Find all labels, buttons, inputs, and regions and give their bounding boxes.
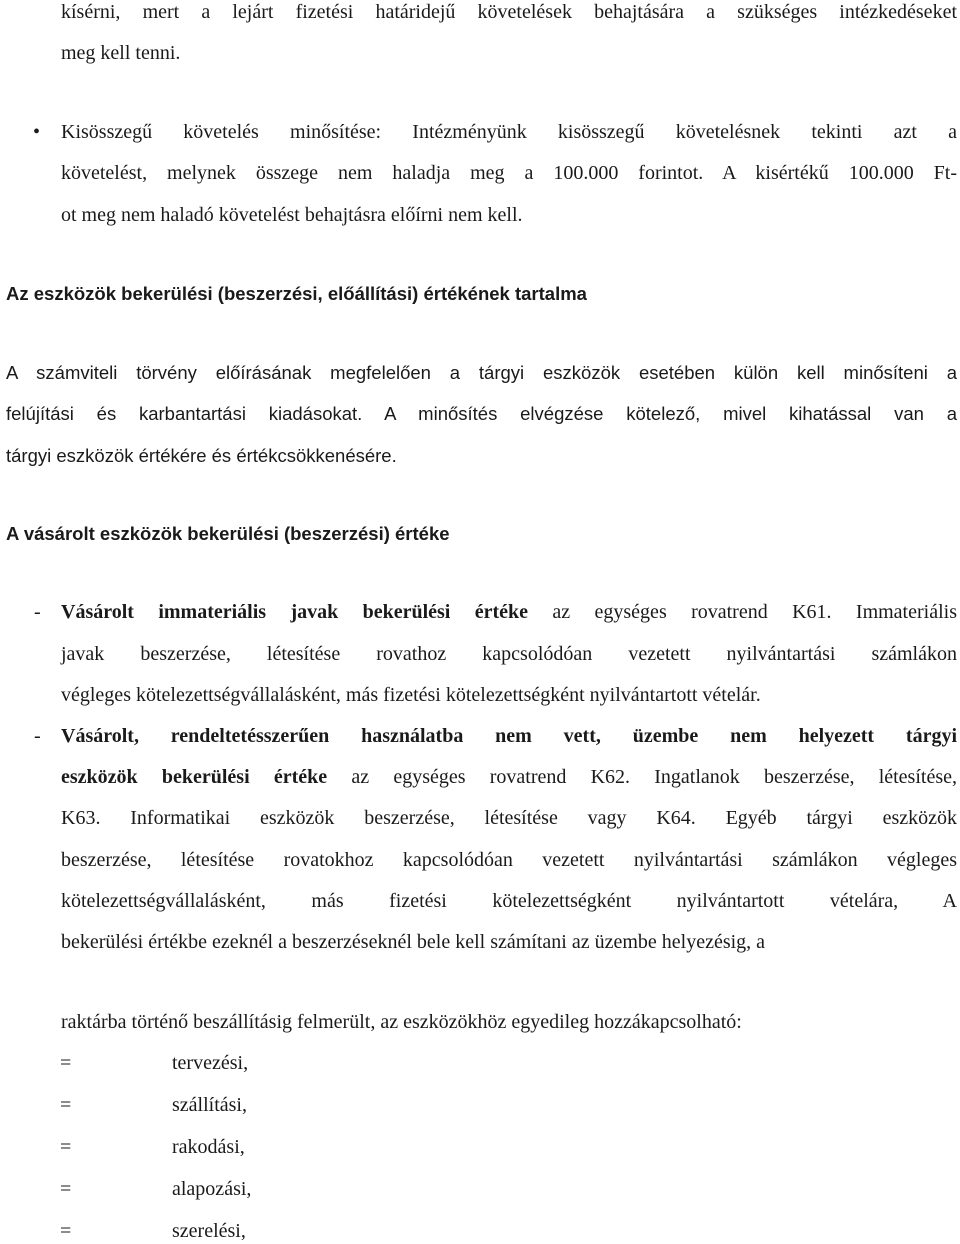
item-1-line-1-rest: az egységes rovatrend K61. Immateriális [528, 601, 957, 623]
equals-icon: = [60, 1136, 72, 1158]
equals-icon: = [60, 1220, 72, 1242]
section-2-heading: A vásárolt eszközök bekerülési (beszerzési) értéke [6, 523, 450, 544]
item-1-line-1 [61, 600, 957, 624]
after-line: raktárba történő beszállításig felmerült, az eszközökhöz egyedileg hozzákapcsolható: [61, 1011, 742, 1033]
bullet-icon: • [33, 121, 41, 143]
bullet-line-2: követelést, melynek összege nem haladja meg a 100.000 forintot. A kisértékű 100.000 Ft- [61, 162, 957, 184]
item-2-line-4: beszerzése, létesítése rovatokhoz kapcsolódóan vezetett nyilvántartási számlákon végleges [61, 849, 957, 871]
intro-line-2: meg kell tenni. [61, 42, 181, 64]
equals-icon: = [60, 1052, 72, 1074]
item-2-line-3: K63. Informatikai eszközök beszerzése, létesítése vagy K64. Egyéb tárgyi eszközök [61, 807, 957, 829]
item-2-line-6: bekerülési értékbe ezeknél a beszerzéseknél bele kell számítani az üzembe helyezésig, a [61, 931, 766, 953]
equals-icon: = [60, 1178, 72, 1200]
item-1-bold: Vásárolt immateriális javak bekerülési értéke [61, 601, 529, 623]
list-item: tervezési, [172, 1052, 249, 1074]
list-item: szállítási, [172, 1094, 247, 1116]
item-2-bold: eszközök bekerülési értéke [61, 766, 328, 788]
item-2-line-2 [61, 765, 957, 789]
bullet-line-3: ot meg nem haladó követelést behajtásra előírni nem kell. [61, 204, 523, 226]
section-1-line-3: tárgyi eszközök értékére és értékcsökkenésére. [6, 445, 397, 466]
intro-line-1: kísérni, mert a lejárt fizetési határidejű követelések behajtására a szükséges intézkedéseket [61, 1, 957, 23]
bullet-label: Kisösszegű követelés minősítése: [61, 121, 382, 143]
section-1-line-2: felújítási és karbantartási kiadásokat. A minősítés elvégzése kötelező, mivel kihatással van a [6, 403, 957, 424]
list-item: rakodási, [172, 1136, 245, 1158]
bullet-line-1-rest: Intézményünk kisösszegű követelésnek tekinti azt a [381, 121, 957, 143]
list-item: szerelési, [172, 1220, 246, 1242]
bullet-line-1 [61, 120, 957, 144]
item-2-line-2-rest: az egységes rovatrend K62. Ingatlanok beszerzése, létesítése, [327, 766, 957, 788]
item-2-line-1: Vásárolt, rendeltetésszerűen használatba nem vett, üzembe nem helyezett tárgyi [61, 725, 957, 747]
item-2-line-5: kötelezettségvállalásként, más fizetési kötelezettségként nyilvántartott vételára, A [61, 890, 957, 912]
list-item: alapozási, [172, 1178, 252, 1200]
equals-icon: = [60, 1094, 72, 1116]
section-1-line-1: A számviteli törvény előírásának megfelelően a tárgyi eszközök esetében külön kell minősíteni a [6, 362, 957, 383]
item-1-line-2: javak beszerzése, létesítése rovathoz kapcsolódóan vezetett nyilvántartási számlákon [61, 643, 957, 665]
item-1-line-3: végleges kötelezettségvállalásként, más fizetési kötelezettségként nyilvántartott vételár. [61, 684, 761, 706]
dash-icon: - [34, 725, 41, 747]
section-1-heading: Az eszközök bekerülési (beszerzési, előállítási) értékének tartalma [6, 283, 587, 304]
dash-icon: - [34, 601, 41, 623]
